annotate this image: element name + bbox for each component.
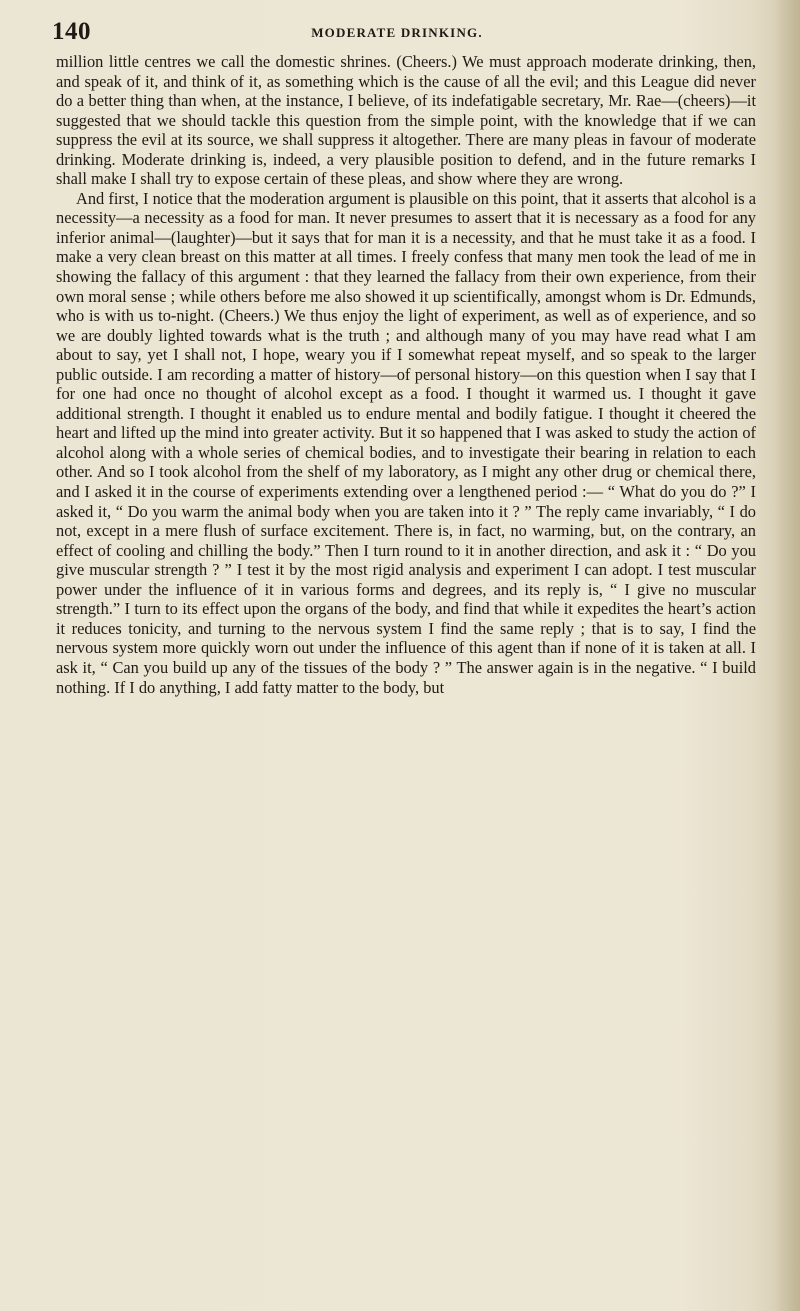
page-number: 140 xyxy=(52,18,91,45)
page-edge-shadow xyxy=(774,0,800,1311)
page-header xyxy=(52,16,742,50)
paragraph-1: million little centres we call the domestic shrines. (Cheers.) We must approach moderate drinking, then, and speak of it, and think of it, as something which is the cause of all the evil; and this League did never do a better thing than when, at the instance, I believe, of its indefatigable secretary, Mr. Rae—(cheers)—it suggested that we should tackle this question from the simple point, with the knowledge that if we can suppress the evil at its source, we shall suppress it altogether. There are many pleas in favour of moderate drinking. Moderate drinking is, indeed, a very plausible position to defend, and in the future remarks I shall make I shall try to expose certain of these pleas, and show where they are wrong. xyxy=(56,52,756,189)
body-text xyxy=(56,52,756,697)
paragraph-2: And first, I notice that the moderation argument is plausible on this point, that it asserts that alcohol is a necessity—a necessity as a food for man. It never presumes to assert that it is necessary as a food for any inferior animal—(laughter)—but it says that for man it is a necessity, and that he must take it as a food. I make a very clean breast on this matter at all times. I freely confess that many men took the lead of me in showing the fallacy of this argument : that they learned the fallacy from their own experience, from their own moral sense ; while others before me also showed it up scientifically, amongst whom is Dr. Edmunds, who is with us to-night. (Cheers.) We thus enjoy the light of experiment, as well as of experience, and so we are doubly lighted towards what is the truth ; and although many of you may have read what I am about to say, yet I shall not, I hope, weary you if I somewhat repeat myself, and so speak to the larger public outside. I am recording a matter of history—of personal history—on this question when I say that I for one had once no thought of alcohol except as a food. I thought it warmed us. I thought it gave additional strength. I thought it enabled us to endure mental and bodily fatigue. I thought it cheered the heart and lifted up the mind into greater activity. But it so happened that I was asked to study the action of alcohol along with a whole series of chemical bodies, and to investigate their bearing in relation to each other. And so I took alcohol from the shelf of my laboratory, as I might any other drug or chemical there, and I asked it in the course of experiments extending over a lengthened period :— “ What do you do ?” I asked it, “ Do you warm the animal body when you are taken into it ? ” The reply came invariably, “ I do not, except in a mere flush of surface excitement. There is, in fact, no warming, but, on the contrary, an effect of cooling and chilling the body.” Then I turn round to it in another direction, and ask it : “ Do you give muscular strength ? ” I test it by the most rigid analysis and experiment I can adopt. I test muscular power under the influence of it in various forms and degrees, and its reply is, “ I give no muscular strength.” I turn to its effect upon the organs of the body, and find that while it expedites the heart’s action it reduces tonicity, and turning to the nervous system I find the same reply ; that is to say, I find the nervous system more quickly worn out under the influence of this agent than if none of it is taken at all. I ask it, “ Can you build up any of the tissues of the body ? ” The answer again is in the negative. “ I build nothing. If I do anything, I add fatty matter to the body, but xyxy=(56,188,756,697)
running-head: MODERATE DRINKING. xyxy=(311,25,483,40)
